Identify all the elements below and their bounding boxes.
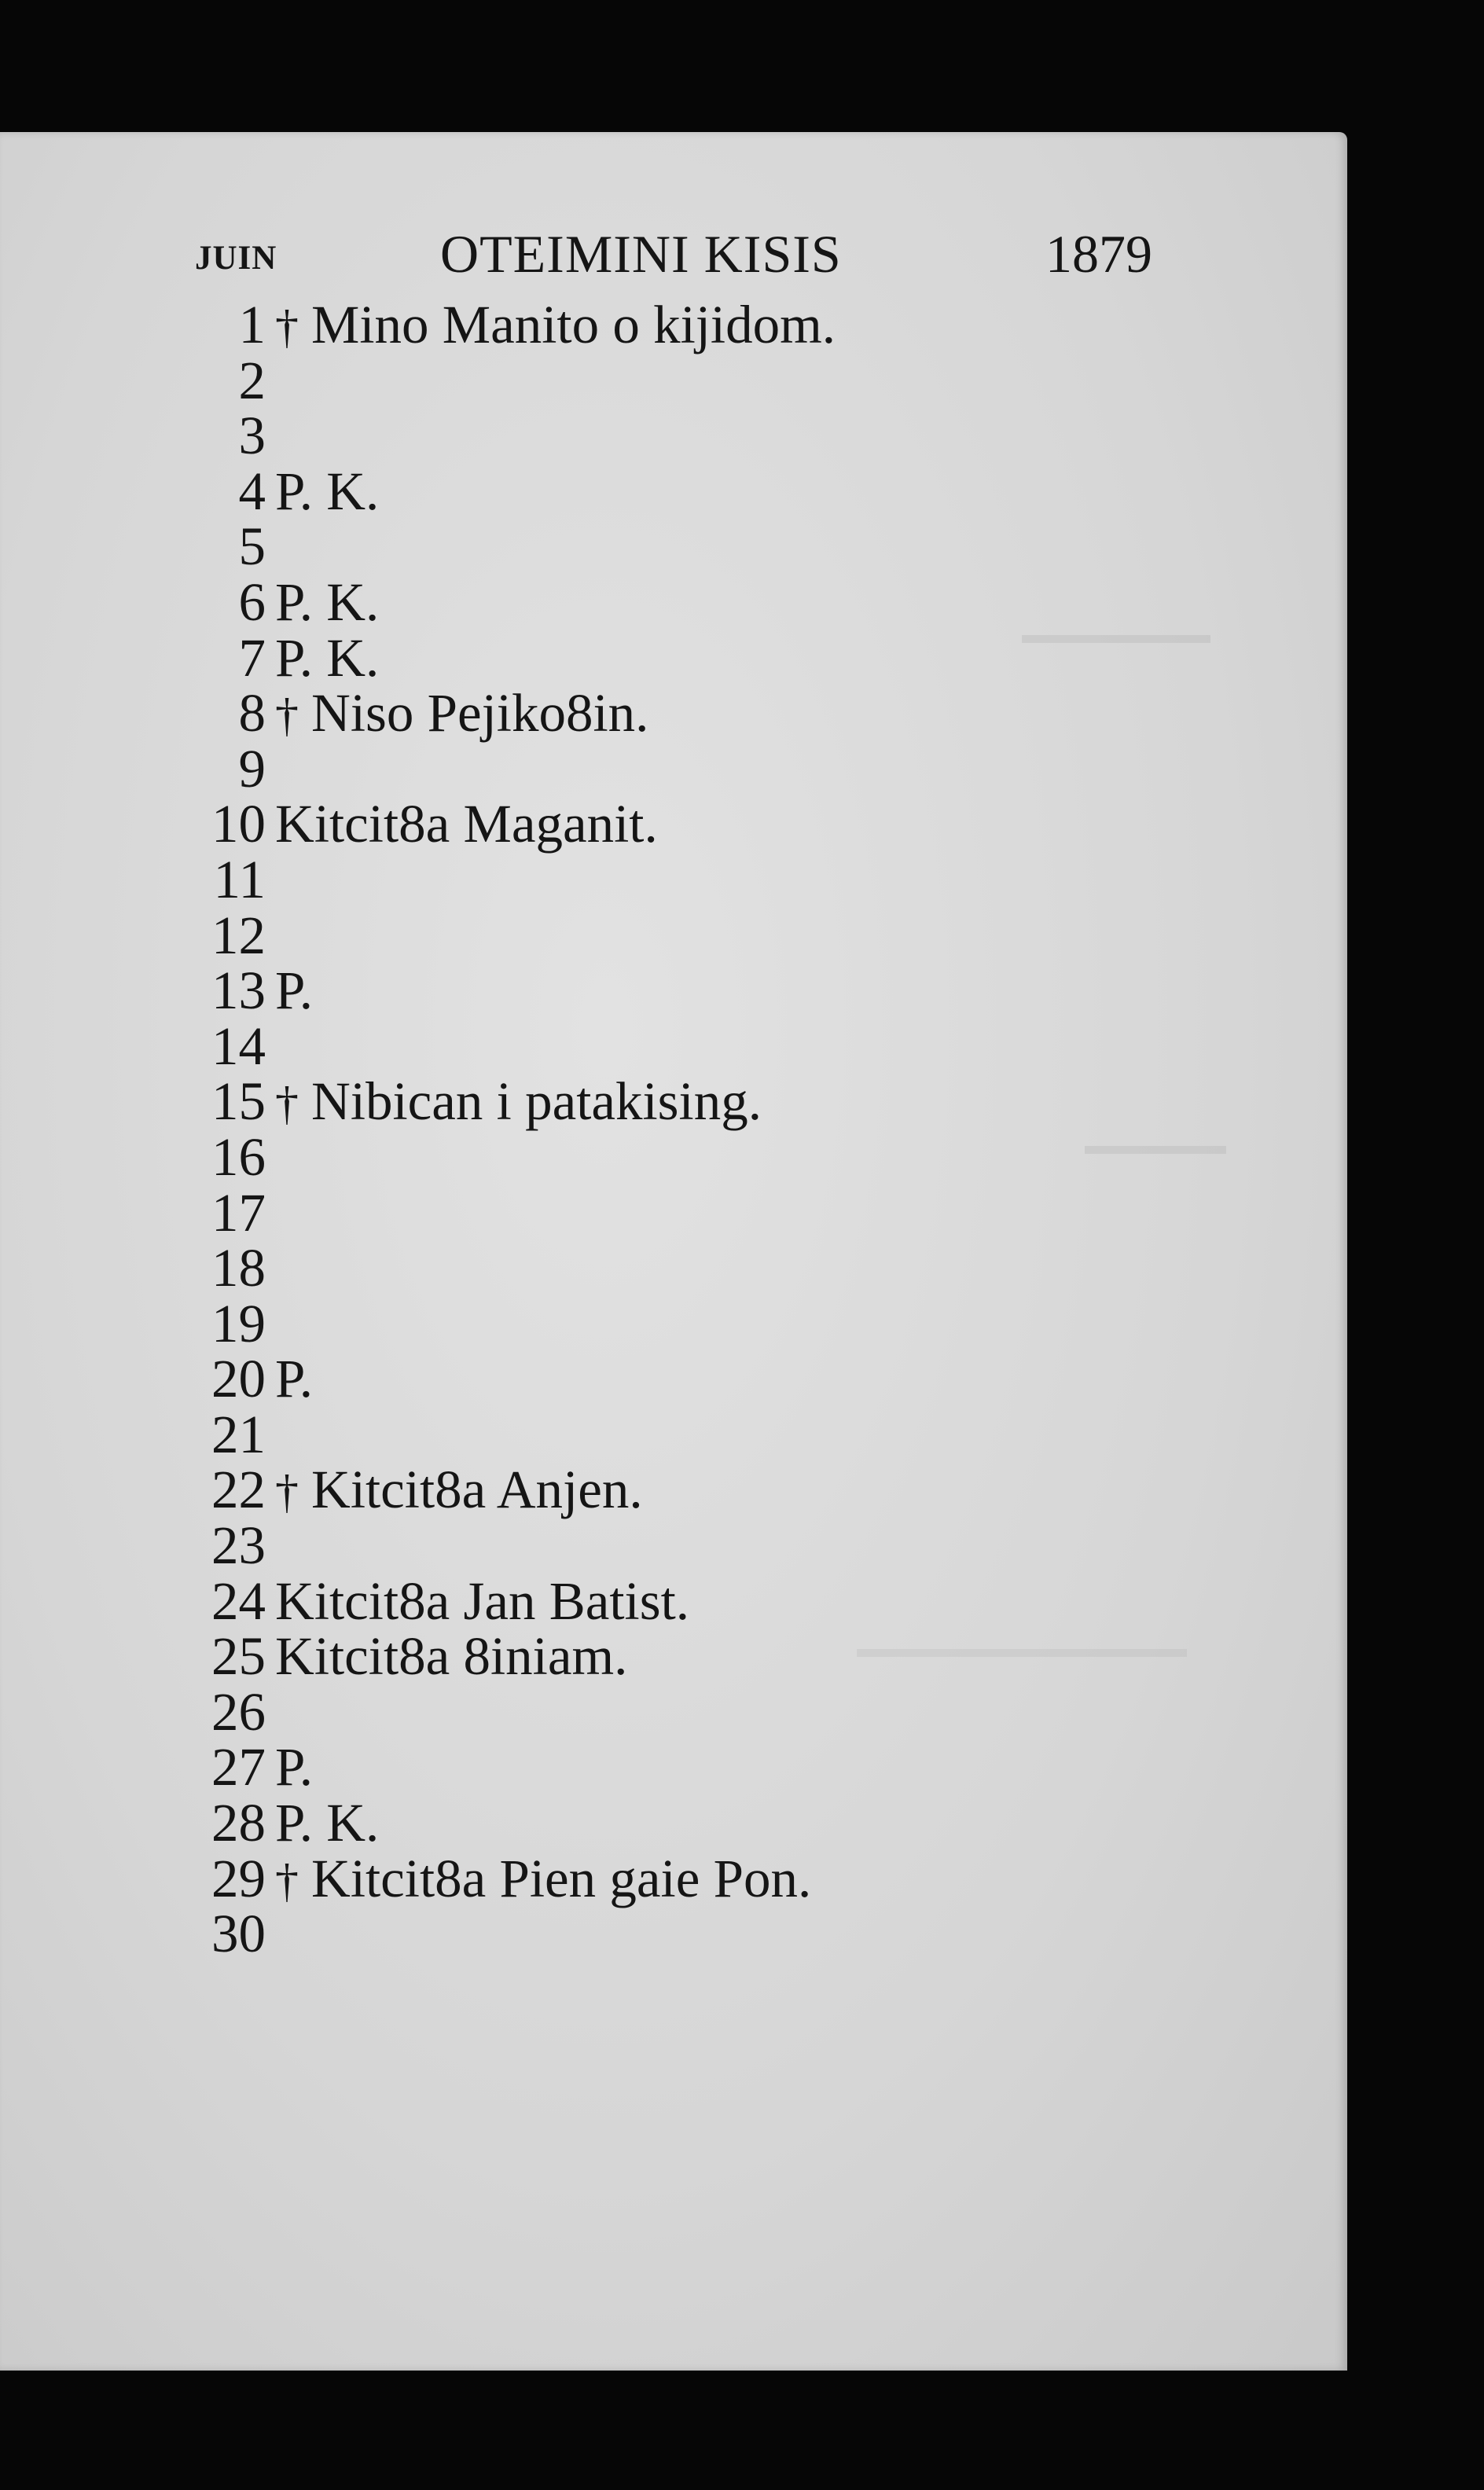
day-entry-text: P. K. <box>275 627 380 688</box>
day-row <box>0 350 1347 410</box>
day-number: 11 <box>213 849 266 909</box>
day-row <box>0 1015 1347 1076</box>
day-list <box>0 297 1347 1962</box>
day-row <box>0 796 1347 852</box>
day-number: 4 <box>238 461 266 521</box>
day-entry <box>275 297 836 354</box>
day-row <box>0 461 1347 521</box>
day-entry-text: Mino Manito o kijidom. <box>311 295 836 354</box>
day-entry <box>275 794 658 854</box>
day-number: 22 <box>211 1460 266 1520</box>
day-entry-text: Niso Pejiko8in. <box>311 683 649 744</box>
day-row <box>0 738 1347 799</box>
day-entry <box>275 685 648 743</box>
day-number: 9 <box>238 738 266 799</box>
day-number: 17 <box>211 1182 266 1243</box>
day-row <box>0 516 1347 577</box>
day-number: 2 <box>238 350 266 410</box>
day-row <box>0 408 1347 464</box>
day-entry <box>275 1349 313 1409</box>
day-row <box>0 297 1347 353</box>
day-number: 15 <box>211 1071 266 1132</box>
feast-cross-icon: † <box>275 689 299 742</box>
day-row <box>0 1848 1347 1908</box>
day-number: 12 <box>211 905 266 965</box>
day-entry <box>275 461 380 521</box>
day-number: 1 <box>238 295 266 354</box>
day-number: 21 <box>211 1404 266 1464</box>
day-number: 18 <box>211 1238 266 1298</box>
day-entry-text: Kitcit8a Anjen. <box>311 1460 643 1520</box>
page-header <box>0 215 1347 286</box>
day-number: 23 <box>211 1515 266 1576</box>
feast-cross-icon: † <box>275 301 299 353</box>
day-number: 30 <box>211 1904 266 1964</box>
day-entry <box>275 960 313 1021</box>
day-number: 3 <box>238 406 266 466</box>
day-number: 20 <box>211 1349 266 1409</box>
day-row <box>0 905 1347 965</box>
day-entry <box>275 1626 628 1687</box>
page-title: OTEIMINI KISIS <box>440 224 842 284</box>
day-entry <box>275 1071 762 1132</box>
feast-cross-icon: † <box>275 1078 299 1130</box>
day-entry <box>275 1570 690 1631</box>
day-entry <box>275 1793 380 1853</box>
day-number: 29 <box>211 1848 266 1908</box>
day-entry <box>275 1462 643 1519</box>
day-row <box>0 1351 1347 1407</box>
day-number: 26 <box>211 1681 266 1742</box>
day-row <box>0 1071 1347 1132</box>
day-number: 28 <box>211 1793 266 1853</box>
day-row <box>0 1240 1347 1296</box>
calendar-page <box>0 132 1347 2371</box>
day-entry-text: Kitcit8a Maganit. <box>275 794 658 854</box>
day-row <box>0 1515 1347 1576</box>
day-entry-text: Kitcit8a Jan Batist. <box>275 1570 690 1631</box>
day-row <box>0 1795 1347 1851</box>
month-label: JUIN <box>195 240 277 277</box>
day-row <box>0 1182 1347 1243</box>
day-number: 19 <box>211 1293 266 1353</box>
day-number: 25 <box>211 1626 266 1687</box>
day-row <box>0 627 1347 688</box>
day-entry-text: P. <box>275 1737 313 1798</box>
day-number: 14 <box>211 1015 266 1076</box>
day-row <box>0 1404 1347 1464</box>
year-label: 1879 <box>1045 224 1152 284</box>
day-number: 24 <box>211 1570 266 1631</box>
day-row <box>0 1293 1347 1353</box>
day-number: 6 <box>238 571 266 632</box>
day-row <box>0 1570 1347 1631</box>
day-entry-text: Kitcit8a Pien gaie Pon. <box>311 1848 812 1908</box>
day-row <box>0 1681 1347 1742</box>
day-number: 16 <box>211 1126 266 1187</box>
day-number: 7 <box>238 627 266 688</box>
day-number: 5 <box>238 516 266 577</box>
day-row <box>0 1906 1347 1962</box>
day-number: 27 <box>211 1737 266 1798</box>
day-entry <box>275 1737 313 1798</box>
day-row <box>0 849 1347 909</box>
feast-cross-icon: † <box>275 1854 299 1907</box>
day-entry-text: P. K. <box>275 1793 380 1853</box>
feast-cross-icon: † <box>275 1466 299 1519</box>
day-row <box>0 960 1347 1021</box>
day-row <box>0 683 1347 744</box>
day-number: 13 <box>211 960 266 1021</box>
day-row <box>0 1626 1347 1687</box>
day-row <box>0 1737 1347 1798</box>
day-entry-text: P. K. <box>275 461 380 521</box>
day-entry <box>275 1848 812 1908</box>
day-row <box>0 1462 1347 1518</box>
day-number: 10 <box>211 794 266 854</box>
day-entry-text: P. <box>275 960 313 1021</box>
day-entry-text: Kitcit8a 8iniam. <box>275 1626 628 1687</box>
day-entry-text: P. <box>275 1349 313 1409</box>
day-entry-text: Nibican i patakising. <box>311 1071 762 1132</box>
day-entry-text: P. K. <box>275 571 380 632</box>
day-row <box>0 571 1347 632</box>
day-entry <box>275 627 380 688</box>
day-entry <box>275 571 380 632</box>
day-row <box>0 1126 1347 1187</box>
day-number: 8 <box>238 683 266 744</box>
